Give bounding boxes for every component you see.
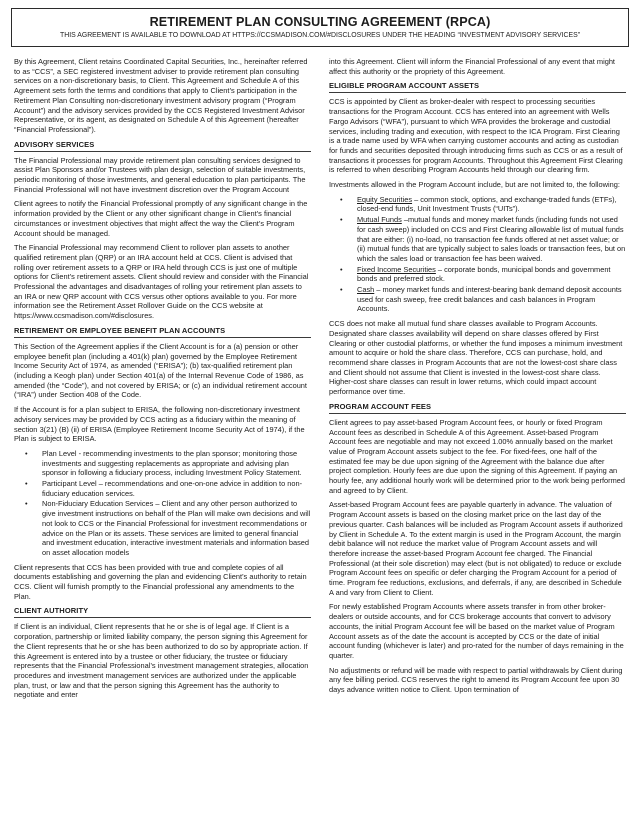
section-heading: PROGRAM ACCOUNT FEES	[329, 402, 626, 414]
bullet-lead-term: Fixed Income Securities	[357, 264, 436, 274]
bullet-lead-term: Mutual Funds	[357, 215, 402, 225]
paragraph: If the Account is for a plan subject to ERISA, the following non-discretionary investment advisory services may be provided by CCS acting as a fiduciary within the meaning of section 3(21) (B) (ii) of ERISA (Employee Retirement Income Security Act of 1974), if the Plan is subject to ERISA.	[14, 405, 305, 444]
paragraph: Client represents that CCS has been provided with true and complete copies of all documents establishing and governing the plan and evidencing Client’s authority to retain CCS. Client will furnish promptly to the Financial professional any amendments to the Plan.	[14, 562, 307, 601]
left-column	[14, 57, 311, 705]
section-heading: ADVISORY SERVICES	[14, 140, 311, 152]
paragraph: The Financial Professional may provide retirement plan consulting services designed to assist Plan Sponsors and/or Trustees with plan design, selection of suitable investments, periodic monitoring of those investments, and general education to plan participants. The Financial Professional will not have investment discretion over the Program Account	[14, 155, 306, 194]
bullet-item: • Equity Securities – common stock, options, and exchange-traded funds (ETFs), closed-end funds, Unit Investment Trusts (“UITs”).	[357, 195, 626, 214]
section-heading: CLIENT AUTHORITY	[14, 606, 311, 618]
bullet-list	[329, 195, 626, 314]
right-column	[329, 57, 626, 705]
bullet-item: • Non-Fiduciary Education Services – Client and any other person authorized to give investment instructions on behalf of the Plan will make own decisions and will not look to CCS or the Financial Professional for investment recommendations or advice on the Plan or its assets. These services are limited to general financial and investment education, interactive investment materials and information based on asset allocation models	[42, 499, 311, 557]
section-heading: ELIGIBLE PROGRAM ACCOUNT ASSETS	[329, 81, 626, 93]
page-title: RETIREMENT PLAN CONSULTING AGREEMENT (RPCA)	[149, 15, 491, 29]
bullet-item: • Cash – money market funds and interest-bearing bank demand deposit accounts used for cash sweep, free credit balances and cash balances in Program Accounts.	[357, 285, 626, 314]
paragraph: By this Agreement, Client retains Coordinated Capital Securities, Inc., hereinafter referred to as “CCS”, a SEC registered investment adviser to provide retirement plan consulting services on a non-discretionary basis, to Client. This Agreement and Schedule A of this Agreement sets forth the terms and conditions that apply to Client’s participation in the Retirement Plan Consulting non-discretionary investment advisory program (“Program Account”) and the advisory services provided by the CCS Registered Investment Advisor Representative, or its agent, as designated on Schedule A of this Agreement (hereafter “Financial Professional”).	[14, 57, 308, 134]
title-box	[11, 8, 629, 47]
paragraph: CCS is appointed by Client as broker-dealer with respect to processing securities transactions for the Program Account. CCS has entered into an agreement with Wells Fargo Advisors (“WFA”), pursuant to which WFA provides the brokerage and custodial services, including trading and execution, with respect to the ICA Program. First Clearing is a trade name used by WFA when carrying customer accounts and acting as custodian for funds and securities deposited through introducing firms such as CCS or as a result of transactions it processes for program Accounts. Throughout this Agreement First Clearing is referred to when describing Program Accounts held through our clearing firm.	[329, 97, 623, 175]
bullet-lead-term: Cash	[357, 285, 375, 295]
paragraph: No adjustments or refund will be made with respect to partial withdrawals by Client during any fee billing period. CCS reserves the right to amend its Program Account fee upon 30 days advance written notice to Client. Upon termination of	[329, 665, 623, 695]
section-heading: RETIREMENT OR EMPLOYEE BENEFIT PLAN ACCOUNTS	[14, 326, 311, 338]
bullet-item: • Participant Level – recommendations and one-on-one advice in addition to non-fiduciary education services.	[42, 479, 311, 498]
bullet-item: • Fixed Income Securities – corporate bonds, municipal bonds and government bonds and preferred stock.	[357, 265, 626, 284]
bullet-list	[14, 449, 311, 558]
paragraph: If Client is an individual, Client represents that he or she is of legal age. If Client is a corporation, partnership or limited liability company, the person signing this Agreement for the Client represents that he or she has been authorized to do so by appropriate action. If this Agreement is entered into by a trustee or other fiduciary, the trustee or fiduciary represents that the Financial Professional’s investment management strategies, allocation procedures and investment management services are authorized under the applicable plan, trust, or law and that the person signing this Agreement has the authority to negotiate and enter	[14, 622, 309, 700]
page-subtitle: THIS AGREEMENT IS AVAILABLE TO DOWNLOAD AT HTTPS://CCSMADISON.COM/#DISCLOSURES UNDER THE HEADING “INVESTMENT ADVISORY SERVICES”	[60, 32, 580, 39]
paragraph: This Section of the Agreement applies if the Client Account is for a (a) pension or other employee benefit plan (including a 401(k) plan) governed by the Employee Retirement Income Security Act of 1974, as amended (“ERISA”); (b) tax-qualified retirement plan (including a Keogh plan) under Section 401(a) of the Internal Revenue Code of 1986, as amended (the “Code”), and not covered by ERISA; or (c) an individual retirement account (“IRA”) under Section 408 of the Code.	[14, 341, 307, 400]
paragraph: Client agrees to pay asset-based Program Account fees, or hourly or fixed Program Account fees as described in Schedule A of this Agreement. Asset-based Program Account fees are negotiable and may not exceed 1.00% annually based on the market value of Program Account assets subject to the fee. For fixed-fees, one half of the estimated fee may be due upon signing of the Agreement with the balance due after project completion. Hourly fees are due upon the signing of this Agreement. If paying an hourly fee, any additional hourly work will be determined prior to the work being performed and agreed to by Client.	[329, 417, 625, 495]
paragraph: Investments allowed in the Program Account include, but are not limited to, the following:	[329, 180, 620, 190]
bullet-lead-term: Equity Securities	[357, 194, 413, 204]
bullet-item: • Mutual Funds –mutual funds and money market funds (including funds not used for cash sweep) included on CCS and First Clearing allowable list of mutual funds that are either: (i) no-load, no transaction fee funds offered at net asset value; or (ii) mutual funds that are typically subject to sales loads or transaction fees, but on which the sales load or transaction fee has been waived.	[357, 215, 626, 264]
paragraph: Client agrees to notify the Financial Professional promptly of any significant change in the information provided by the Client or any other significant change in Client’s financial circumstances or investment objectives that might affect the way the Client’s Program Account should be managed.	[14, 199, 308, 238]
bullet-item: • Plan Level - recommending investments to the plan sponsor; monitoring those investments and suggesting replacements as appropriate and advising plan sponsor in following a fiduciary process, including Investment Policy Statement.	[42, 449, 311, 478]
paragraph: into this Agreement. Client will inform the Financial Professional of any event that might affect this authority or the propriety of this Agreement.	[329, 57, 615, 76]
paragraph: The Financial Professional may recommend Client to rollover plan assets to another qualified retirement plan (QRP) or an IRA account held at CCS. Client is advised that rolling over retirement assets to a QRP or IRA held through CCS is just one of multiple options for Client’s retirement assets. Client should review and consider with the Financial Professional the advantages and disadvantages of rolling your retirement plan assets to an IRA or new QRP account with CCS versus other options available to you. For more information see the Retirement Asset Rollover Guide on the CCS website at https://www.ccsmadison.com/#disclosures.	[14, 243, 309, 321]
paragraph: Asset-based Program Account fees are payable quarterly in advance. The valuation of Program Account assets is based on the closing market price on the last day of the previous quarter. Cash balances will be included as Program Account assets if authorized by Client in Schedule A. To the extent margin is used in the Program Account, the margin debit balance will not reduce the market value of Program Account assets and will therefore increase the asset-based Program Account fee charged. The Financial Professional (at their sole discretion) may elect (but is not obligated) to reduce or exclude Program Account fees on specific or defer charging the Program Account for a period of time. Program fee reductions, exclusions, and deferrals, if any, are described in Schedule A and vary from Client to Client.	[329, 500, 623, 597]
document-body	[14, 57, 626, 705]
paragraph: For newly established Program Accounts where assets transfer in from other broker-dealers or outside accounts, and for CCS brokerage accounts that convert to advisory accounts, the initial Program Account fee will be based on the market value of Program Account assets as of the date the account is accepted by CCS or the date of initial account funding (whichever is later) and pro-rated for the number of days remaining in the quarter.	[329, 602, 624, 660]
paragraph: CCS does not make all mutual fund share classes available to Program Accounts. Designated share classes availability will depend on share classes offered by First Clearing or other custodial platforms, or whether the fund imposes a minimum investment amount to acquire or hold the share class. Therefore, CCS can purchase, hold, and recommend share classes in Program Accounts that are not the lowest-cost share class and Client should not assume that Client is invested in the lowest-cost share class. Higher-cost share classes can result in lower returns, which could impact account performance over time.	[329, 319, 623, 397]
